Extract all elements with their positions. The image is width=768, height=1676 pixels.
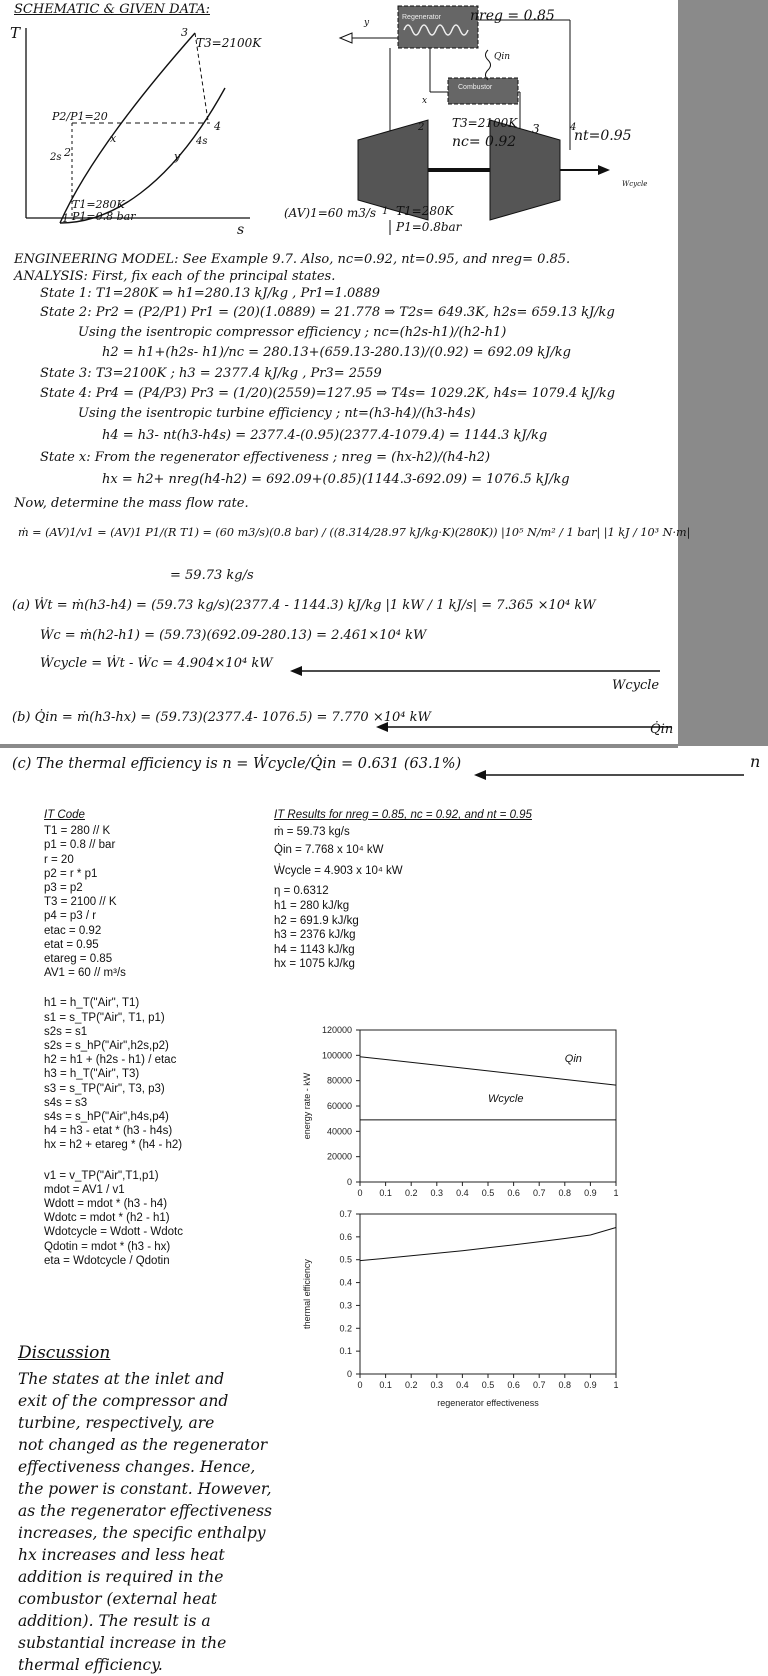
schematic-t3: T3=2100K: [452, 116, 518, 130]
x-tick-label: 0.8: [558, 1188, 572, 1198]
discussion-title: Discussion: [18, 1343, 111, 1363]
x-tick-label: 0.1: [379, 1188, 392, 1198]
y-tick-label: 0.5: [339, 1254, 352, 1265]
x-tick-label: 0.5: [481, 1380, 495, 1390]
it-code-line: etac = 0.92: [44, 924, 102, 937]
y-tick-label: 120000: [321, 1025, 352, 1035]
discussion-line: addition is required in the: [18, 1568, 224, 1586]
it-code-line: s1 = s_TP("Air", T1, p1): [44, 1011, 165, 1024]
results-charts: [290, 1018, 680, 1410]
schematic-regenerator: Regenerator: [402, 14, 441, 21]
it-result-line: h4 = 1143 kJ/kg: [274, 943, 355, 956]
y-tick-label: 0: [346, 1177, 352, 1187]
it-results-block: [274, 808, 532, 972]
x-tick-label: 0.7: [532, 1188, 546, 1198]
y-tick-label: 0.3: [339, 1300, 352, 1311]
it-code-line: s2s = s_hP("Air",h2s,p2): [44, 1040, 169, 1053]
it-result-line: h1 = 280 kJ/kg: [274, 899, 350, 912]
discussion-line: as the regenerator effectiveness: [18, 1502, 273, 1520]
it-code-line: r = 20: [44, 853, 74, 866]
mass-flow-intro: Now, determine the mass flow rate.: [14, 496, 249, 511]
x-tick-label: 1: [613, 1380, 619, 1390]
x-tick-label: 0.9: [584, 1380, 597, 1390]
it-code-line: p3 = p2: [44, 882, 83, 895]
schematic-n-reg: nreg = 0.85: [470, 8, 555, 24]
x-tick-label: 0.2: [404, 1380, 418, 1390]
it-code-line: s2s = s1: [44, 1025, 88, 1038]
it-code-line: mdot = AV1 / v1: [44, 1183, 125, 1196]
state3-line: State 3: T3=2100K ; h3 = 2377.4 kJ/kg , Pr3= 2559: [40, 366, 382, 381]
x-axis-label: regenerator effectiveness: [437, 1398, 539, 1408]
schematic-state-2: 2: [418, 122, 425, 133]
annotation-wcycle: Wcycle: [488, 1092, 524, 1105]
schematic-state-1: 1: [382, 206, 389, 217]
y-tick-label: 0.6: [339, 1231, 352, 1242]
net-power-tag: Wcycle: [612, 678, 660, 693]
plot-frame: [360, 1214, 616, 1374]
compressor-power-line: Ẇc = ṁ(h2-h1) = (59.73)(692.09-280.13) = 2.461×10⁴ kW: [40, 628, 427, 643]
schematic-state-x: x: [422, 96, 428, 106]
analysis-intro: ANALYSIS: First, fix each of the principal states.: [14, 269, 336, 284]
y-tick-label: 0: [346, 1369, 352, 1379]
ts-label-t1: T1=280K: [72, 198, 125, 211]
discussion-line: addition). The result is a: [18, 1612, 211, 1630]
y-tick-label: 20000: [326, 1151, 352, 1162]
it-code-line: p1 = 0.8 // bar: [44, 839, 116, 852]
discussion-line: The states at the inlet and: [18, 1370, 225, 1388]
y-tick-label: 100000: [321, 1050, 352, 1061]
it-code-spacer: [44, 980, 183, 996]
it-code-line: p2 = r * p1: [44, 867, 98, 880]
ts-label-pr: P2/P1=20: [52, 110, 108, 123]
heat-input-line: (b) Q̇in = ṁ(h3-hx) = (59.73)(2377.4- 1076.5) = 7.770 ×10⁴ kW: [12, 710, 431, 725]
y-tick-label: 40000: [326, 1126, 352, 1137]
it-code-line: p4 = p3 / r: [44, 910, 97, 923]
it-result-line: h2 = 691.9 kJ/kg: [274, 914, 359, 927]
schematic-t1: T1=280K: [396, 204, 454, 218]
net-power-arrow: [290, 664, 660, 678]
state1-line: State 1: T1=280K ⇒ h1=280.13 kJ/kg , Pr1=1.0889: [40, 286, 381, 301]
x-tick-label: 1: [613, 1188, 619, 1198]
x-tick-label: 0: [357, 1188, 363, 1198]
schematic-p1: P1=0.8bar: [396, 220, 462, 234]
mass-flow-result: = 59.73 kg/s: [170, 568, 254, 583]
it-code-line: AV1 = 60 // m³/s: [44, 967, 126, 980]
ts-label-state3: 3: [181, 26, 188, 39]
y-tick-label: 0.7: [339, 1209, 352, 1219]
schematic-combustor: Combustor: [458, 84, 493, 91]
it-code-title: IT Code: [44, 809, 85, 821]
discussion-line: not changed as the regenerator: [18, 1436, 268, 1454]
discussion-line: effectiveness changes. Hence,: [18, 1458, 256, 1476]
discussion-line: hx increases and less heat: [18, 1546, 225, 1564]
schematic-av: (AV)1=60 m3/s: [284, 206, 377, 220]
it-code-line: h2 = h1 + (h2s - h1) / etac: [44, 1054, 177, 1067]
schematic-title: SCHEMATIC & GIVEN DATA:: [14, 2, 210, 17]
it-code-line: Wdotc = mdot * (h2 - h1): [44, 1212, 170, 1225]
it-result-line: η = 0.6312: [274, 885, 329, 898]
net-power-line: Ẇcycle = Ẇt - Ẇc = 4.904×10⁴ kW: [40, 656, 273, 671]
it-code-line: h1 = h_T("Air", T1): [44, 997, 140, 1010]
it-code-line: s4s = s_hP("Air",h4s,p4): [44, 1111, 169, 1124]
x-tick-label: 0.6: [507, 1380, 520, 1390]
frame-border-bottom: [0, 744, 678, 748]
y-axis-label: energy rate - kW: [302, 1072, 312, 1140]
ts-axis-t: T: [10, 24, 21, 42]
ts-label-x: x: [110, 132, 117, 145]
it-code-line: hx = h2 + etareg * (h4 - h2): [44, 1139, 183, 1152]
it-result-line: Ẇcycle = 4.903 x 10⁴ kW: [274, 864, 403, 877]
x-tick-label: 0.4: [456, 1188, 469, 1198]
series-line-thermal-efficiency: [360, 1228, 616, 1261]
discussion-line: thermal efficiency.: [18, 1656, 163, 1674]
discussion-line: substantial increase in the: [18, 1634, 227, 1652]
y-tick-label: 60000: [326, 1101, 352, 1111]
it-code-line: etat = 0.95: [44, 938, 99, 951]
it-code-line: s4s = s3: [44, 1096, 88, 1109]
h2-line: h2 = h1+(h2s- h1)/nc = 280.13+(659.13-280.13)/(0.92) = 692.09 kJ/kg: [102, 345, 571, 360]
it-code-line: T3 = 2100 // K: [44, 896, 117, 909]
schematic-state-y: y: [364, 18, 370, 28]
schematic-state-3: 3: [532, 122, 540, 136]
compressor-eff-line: Using the isentropic compressor efficiency ; nc=(h2s-h1)/(h2-h1): [78, 325, 507, 340]
energy-rate-chart: [302, 1025, 619, 1198]
x-tick-label: 0.3: [430, 1188, 444, 1198]
engineering-model: ENGINEERING MODEL: See Example 9.7. Also, nc=0.92, nt=0.95, and nreg= 0.85.: [14, 252, 571, 267]
annotation-qin: Qin: [564, 1053, 582, 1066]
ts-label-state2s: 2s: [50, 152, 62, 163]
x-tick-label: 0.3: [430, 1380, 444, 1390]
x-tick-label: 0.9: [584, 1188, 597, 1198]
x-tick-label: 0.2: [404, 1188, 418, 1198]
discussion-body: [18, 1368, 272, 1676]
it-results-title: IT Results for nreg = 0.85, nc = 0.92, and nt = 0.95: [274, 809, 532, 821]
it-code-line: h3 = h_T("Air", T3): [44, 1068, 140, 1081]
it-code-line: eta = Wdotcycle / Qdotin: [44, 1254, 170, 1267]
ts-label-state4: 4: [214, 120, 221, 133]
state2-line: State 2: Pr2 = (P2/P1) Pr1 = (20)(1.0889) = 21.778 ⇒ T2s= 649.3K, h2s= 659.13 kJ/kg: [40, 305, 615, 320]
discussion-line: turbine, respectively, are: [18, 1414, 215, 1432]
x-tick-label: 0.7: [532, 1380, 546, 1390]
x-tick-label: 0: [357, 1380, 363, 1390]
thermal-efficiency-line: (c) The thermal efficiency is n = Ẇcycle/Q̇in = 0.631 (63.1%): [12, 756, 462, 772]
x-tick-label: 0.1: [379, 1380, 392, 1390]
thermal-efficiency-chart: [302, 1209, 619, 1408]
discussion-line: exit of the compressor and: [18, 1392, 229, 1410]
it-code-line: s3 = s_TP("Air", T3, p3): [44, 1082, 165, 1095]
ts-axis-s: s: [237, 222, 245, 238]
statex-line: State x: From the regenerator effectiveness ; nreg = (hx-h2)/(h4-h2): [40, 450, 491, 465]
x-tick-label: 0.5: [481, 1188, 495, 1198]
it-code-line: Qdotin = mdot * (h3 - hx): [44, 1240, 171, 1253]
turbine-eff-line: Using the isentropic turbine efficiency ; nt=(h3-h4)/(h3-h4s): [78, 406, 476, 421]
ts-label-state1: 1: [62, 212, 69, 225]
y-tick-label: 80000: [326, 1075, 352, 1086]
it-code-line: h4 = h3 - etat * (h3 - h4s): [44, 1125, 173, 1138]
ts-diagram: [0, 18, 330, 243]
it-code-spacer: [44, 1153, 183, 1169]
schematic-q-in: Qin: [494, 52, 511, 62]
y-tick-label: 0.4: [339, 1277, 352, 1288]
it-code-line: T1 = 280 // K: [44, 825, 111, 838]
discussion-line: combustor (external heat: [18, 1590, 217, 1608]
ts-label-p1: P1=0.8 bar: [72, 210, 136, 223]
schematic-n-c: nc= 0.92: [452, 134, 517, 150]
it-result-line: Q̇in = 7.768 x 10⁴ kW: [274, 844, 384, 857]
discussion-line: increases, the specific enthalpy: [18, 1524, 266, 1542]
it-result-line: h3 = 2376 kJ/kg: [274, 929, 356, 942]
heat-input-tag: Q̇in: [650, 722, 674, 737]
it-result-line: ṁ = 59.73 kg/s: [274, 825, 350, 838]
x-tick-label: 0.4: [456, 1380, 469, 1390]
y-axis-label: thermal efficiency: [302, 1259, 312, 1329]
ts-label-state2: 2: [64, 146, 71, 159]
it-result-line: hx = 1075 kJ/kg: [274, 958, 355, 971]
it-code-line: v1 = v_TP("Air",T1,p1): [44, 1169, 159, 1182]
it-code-line: etareg = 0.85: [44, 953, 113, 966]
state4-line: State 4: Pr4 = (P4/P3) Pr3 = (1/20)(2559)=127.95 ⇒ T4s= 1029.2K, h4s= 1079.4 kJ/kg: [40, 386, 616, 401]
schematic-w-cycle: Wcycle: [622, 180, 648, 188]
schematic-n-t: nt=0.95: [574, 128, 632, 144]
ts-label-state4s: 4s: [196, 136, 208, 147]
it-code-line: Wdott = mdot * (h3 - h4): [44, 1198, 168, 1211]
it-code-block: [44, 808, 183, 1268]
x-tick-label: 0.8: [558, 1380, 572, 1390]
efficiency-arrow: [474, 768, 744, 782]
ts-label-t3: T3=2100K: [196, 36, 262, 50]
efficiency-tag: n: [750, 752, 761, 771]
schematic-state-4: 4: [570, 122, 577, 133]
it-code-line: Wdotcycle = Wdott - Wdotc: [44, 1226, 183, 1239]
y-tick-label: 0.2: [339, 1323, 352, 1334]
mass-flow-equation: ṁ = (AV)1/v1 = (AV)1 P1/(R T1) = (60 m3/s)(0.8 bar) / ((8.314/28.97 kJ/kg·K)(280K)) |10⁵ N/m² / 1 bar| |1 kJ / 10³ N·m|: [18, 526, 691, 539]
turbine-power-line: (a) Ẇt = ṁ(h3-h4) = (59.73 kg/s)(2377.4 - 1144.3) kJ/kg |1 kW / 1 kJ/s| = 7.365 ×10⁴ kW: [12, 598, 596, 613]
y-tick-label: 0.1: [339, 1346, 352, 1357]
frame-border-right: [678, 0, 768, 746]
ts-label-y: y: [174, 150, 181, 163]
x-tick-label: 0.6: [507, 1188, 520, 1198]
h4-line: h4 = h3- nt(h3-h4s) = 2377.4-(0.95)(2377.4-1079.4) = 1144.3 kJ/kg: [102, 428, 548, 443]
discussion-line: the power is constant. However,: [18, 1480, 272, 1498]
hx-line: hx = h2+ nreg(h4-h2) = 692.09+(0.85)(1144.3-692.09) = 1076.5 kJ/kg: [102, 472, 570, 487]
heat-input-arrow: [376, 720, 672, 734]
